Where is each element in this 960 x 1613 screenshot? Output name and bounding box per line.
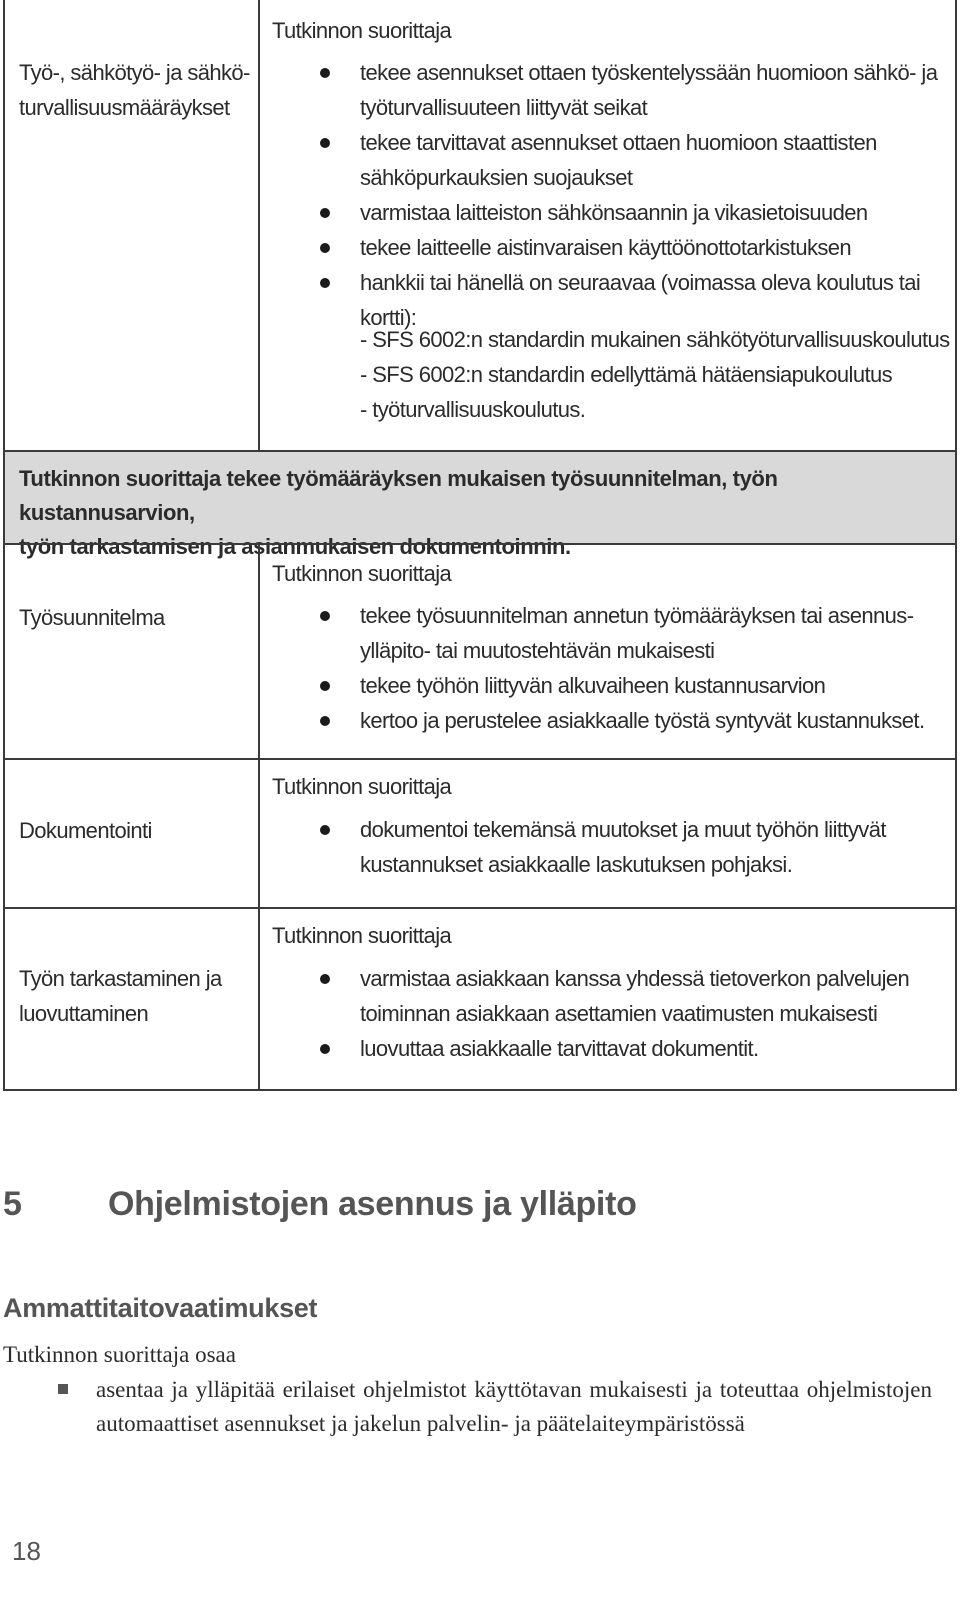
row-label-line: Työn tarkastaminen ja [19,966,222,991]
section-number: 5 [3,1185,22,1223]
table-row-safety-regulations [5,0,955,450]
row-label-line: turvallisuusmääräykset [19,95,230,120]
square-bullet-icon [58,1384,68,1394]
bullet-icon [320,974,330,984]
dash-item: - SFS 6002:n standardin edellyttämä hätäensiapukoulutus [360,362,893,387]
row-label-cell [5,545,260,758]
row-content-cell [260,909,955,1089]
bullet-icon [320,716,330,726]
row-label-cell [5,760,260,907]
list-item: varmistaa laitteiston sähkönsaannin ja vikasietoisuuden [260,195,955,230]
row-label-cell [5,909,260,1089]
row-label-line: Työsuunnitelma [19,605,165,630]
row-label-line: Työ-, sähkötyö- ja sähkö- [19,60,250,85]
list-item: dokumentoi tekemänsä muutokset ja muut työhön liittyvät kustannukset asiakkaalle laskutuksen pohjaksi. [260,812,955,882]
list-item: luovuttaa asiakkaalle tarvittavat dokumentit. [260,1031,955,1066]
bullet-icon [320,278,330,288]
summary-text: Tutkinnon suorittaja tekee työmääräyksen mukaisen työsuunnitelman, työn kustannusarvion, työn tarkastamisen ja asianmukaisen dokumentoinnin. [19,466,778,559]
cell-heading: Tutkinnon suorittaja [272,923,452,948]
page-number: 18 [12,1536,41,1566]
list-item: varmistaa asiakkaan kanssa yhdessä tietoverkon palvelujen toiminnan asiakkaan asettamien vaatimusten mukaisesti [260,961,955,1031]
table-row-inspection [5,907,955,1089]
row-content-cell [260,0,955,450]
list-item: tekee työhön liittyvän alkuvaiheen kustannusarvion [260,668,955,703]
list-item: asentaa ja ylläpitää erilaiset ohjelmistot käyttötavan mukaisesti ja toteuttaa ohjelmistojen automaattiset asennukset ja jakelun palvelin- ja päätelaiteympäristössä [96,1377,932,1436]
bullet-icon [320,208,330,218]
list-item: hankkii tai hänellä on seuraavaa (voimassa oleva koulutus tai kortti): [260,265,955,335]
bullet-icon [320,1044,330,1054]
row-label-line: luovuttaminen [19,1001,149,1026]
dash-list [360,322,950,427]
bullet-icon [320,68,330,78]
cell-heading: Tutkinnon suorittaja [272,774,452,799]
competence-table [3,0,957,1091]
subsection-title: Ammattitaitovaatimukset [3,1293,318,1323]
list-item: tekee asennukset ottaen työskentelyssään huomioon sähkö- ja työturvallisuuteen liittyvät seikat [260,55,955,125]
row-label-line: Dokumentointi [19,818,152,843]
bullet-icon [320,243,330,253]
bullet-icon [320,825,330,835]
table-row-documentation [5,758,955,907]
bullet-list [260,961,955,1066]
bullet-icon [320,681,330,691]
bullet-list [260,598,955,738]
bullet-icon [320,138,330,148]
dash-item: - SFS 6002:n standardin mukainen sähkötyöturvallisuuskoulutus [360,327,950,352]
bullet-icon [320,611,330,621]
list-item: tekee laitteelle aistinvaraisen käyttöönottotarkistuksen [260,230,955,265]
row-content-cell [260,545,955,758]
bullet-list [260,55,955,335]
bullet-list [260,812,955,882]
table-row-work-plan [5,543,955,758]
intro-text: Tutkinnon suorittaja osaa [3,1342,236,1367]
cell-heading: Tutkinnon suorittaja [272,18,452,43]
list-item: kertoo ja perustelee asiakkaalle työstä syntyvät kustannukset. [260,703,955,738]
cell-heading: Tutkinnon suorittaja [272,561,452,586]
list-item: tekee työsuunnitelman annetun työmääräyksen tai asennus- ylläpito- tai muutostehtävän mukaisesti [260,598,955,668]
list-item: tekee tarvittavat asennukset ottaen huomioon staattisten sähköpurkauksien suojaukset [260,125,955,195]
row-label-cell [5,0,260,450]
table-row-summary [5,450,955,559]
row-content-cell [260,760,955,907]
section-title: Ohjelmistojen asennus ja ylläpito [108,1185,637,1223]
dash-item: - työturvallisuuskoulutus. [360,397,586,422]
